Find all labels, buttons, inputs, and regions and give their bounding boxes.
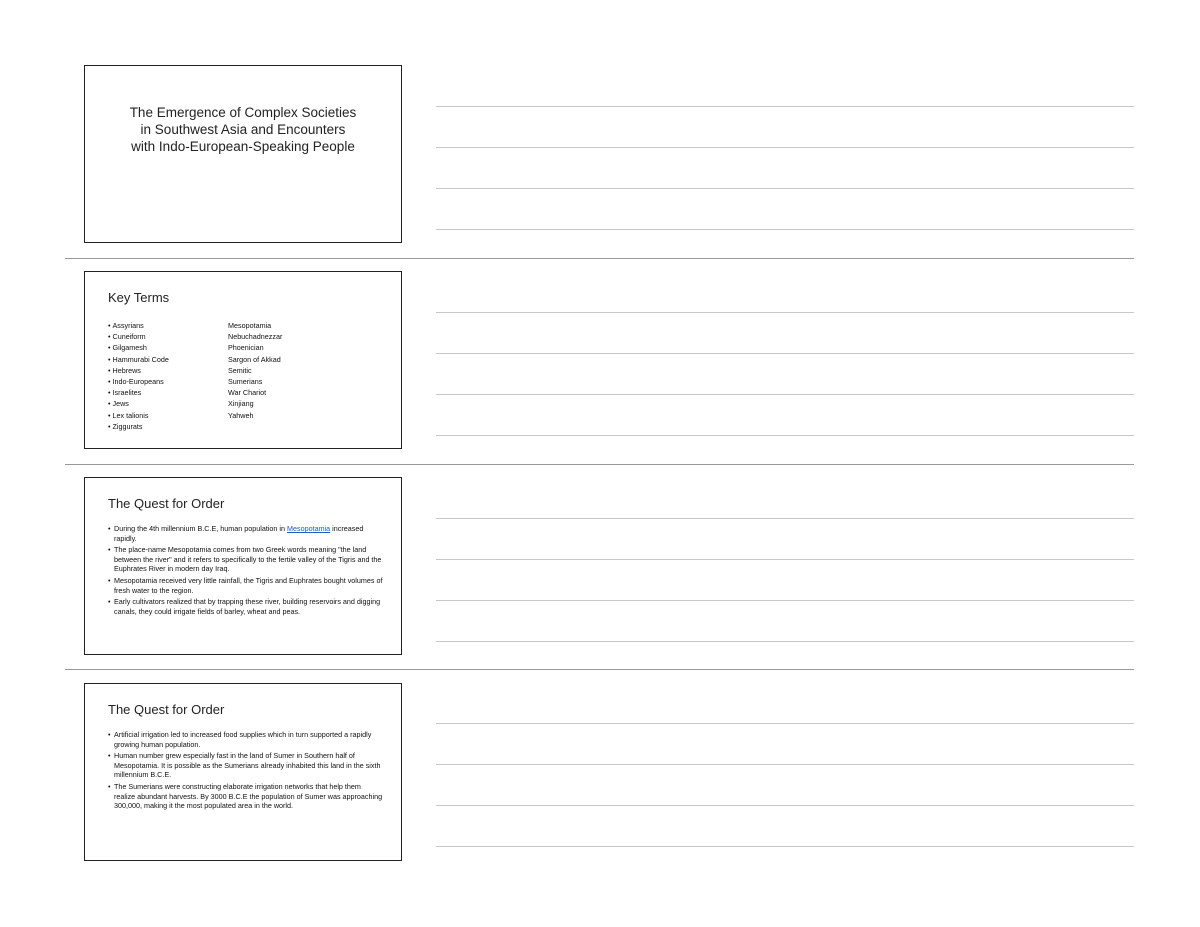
key-term: • Jews	[108, 398, 169, 409]
bullet-item: • Artificial irrigation led to increased food supplies which in turn supported a rapidly growing human population.	[108, 730, 383, 749]
slide-4-bullets	[108, 730, 383, 813]
bullet-item	[108, 524, 383, 543]
mesopotamia-link[interactable]: Mesopotamia	[287, 524, 331, 533]
key-term: • Indo-Europeans	[108, 376, 169, 387]
key-terms-column-2	[228, 320, 282, 421]
slide-1-title	[85, 104, 401, 155]
key-term: Sumerians	[228, 377, 263, 387]
key-term: Nebuchadnezzar	[228, 332, 283, 342]
key-term: • Cuneiform	[108, 331, 169, 342]
key-term: • Israelites	[108, 387, 169, 398]
bullet-text: During the 4th millennium B.C.E, human population in	[114, 524, 287, 533]
note-line	[436, 147, 1134, 148]
page-divider	[65, 669, 1134, 670]
bullet-item: • Human number grew especially fast in the land of Sumer in Southern half of Mesopotamia. It is possible as the Sumerians already inhabited this land in the sixth millennium B.C.E.	[108, 751, 383, 780]
page-divider	[65, 464, 1134, 465]
bullet-text: increased rapidly.	[114, 524, 364, 543]
key-term: • Assyrians	[108, 320, 169, 331]
key-term: Semitic	[228, 365, 252, 375]
bullet-item: • The Sumerians were constructing elaborate irrigation networks that help them realize abundant harvests. By 3000 B.C.E the population of Sumer was approaching 300,000, making it the most populated area in the world.	[108, 782, 383, 811]
key-term: War Chariot	[228, 388, 267, 398]
slide-1-title-line: with Indo-European-Speaking People	[131, 139, 355, 154]
page-divider	[65, 258, 1134, 259]
slide-1-title-line: in Southwest Asia and Encounters	[140, 122, 346, 137]
bullet-item: • Mesopotamia received very little rainfall, the Tigris and Euphrates bought volumes of fresh water to the region.	[108, 576, 383, 595]
key-term: • Hammurabi Code	[108, 354, 169, 365]
note-line	[436, 106, 1134, 107]
slide-2-heading: Key Terms	[108, 290, 170, 305]
note-line	[436, 394, 1134, 395]
note-line	[436, 435, 1134, 436]
slide-3-bullets	[108, 524, 383, 618]
key-term: Sargon of Akkad	[228, 354, 281, 364]
key-term: • Gilgamesh	[108, 342, 169, 353]
note-line	[436, 559, 1134, 560]
slide-3-thumbnail	[84, 477, 402, 655]
key-term: • Lex talionis	[108, 410, 169, 421]
key-terms-column-1	[108, 320, 169, 432]
note-line	[436, 353, 1134, 354]
slide-3-heading: The Quest for Order	[108, 496, 225, 511]
note-line	[436, 600, 1134, 601]
key-term: • Hebrews	[108, 365, 169, 376]
bullet-item: • Early cultivators realized that by trapping these river, building reservoirs and digging canals, they could irrigate fields of barley, wheat and peas.	[108, 597, 383, 616]
note-line	[436, 188, 1134, 189]
key-term: • Ziggurats	[108, 421, 169, 432]
slide-4-thumbnail	[84, 683, 402, 861]
note-line	[436, 723, 1134, 724]
note-line	[436, 846, 1134, 847]
key-term: Yahweh	[228, 410, 254, 420]
key-term: Mesopotamia	[228, 321, 272, 330]
note-line	[436, 764, 1134, 765]
note-line	[436, 641, 1134, 642]
bullet-item: • The place-name Mesopotamia comes from two Greek words meaning "the land between the river" and it refers to specifically to the fertile valley of the Tigris and the Euphrates River in modern day Iraq.	[108, 545, 383, 574]
slide-4-heading: The Quest for Order	[108, 702, 225, 717]
key-term: Xinjiang	[228, 399, 254, 409]
slide-1-title-line: The Emergence of Complex Societies	[129, 105, 357, 120]
slide-2-thumbnail	[84, 271, 402, 449]
note-line	[436, 805, 1134, 806]
slide-1-thumbnail	[84, 65, 402, 243]
note-line	[436, 229, 1134, 230]
key-term: Phoenician	[228, 343, 264, 353]
note-line	[436, 518, 1134, 519]
note-line	[436, 312, 1134, 313]
